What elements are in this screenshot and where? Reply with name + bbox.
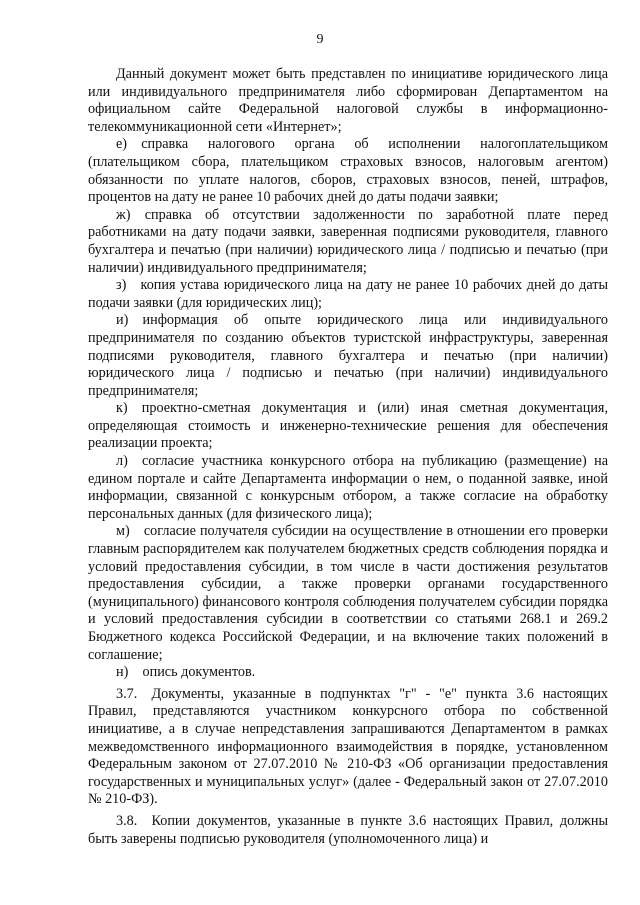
page-number: 9: [316, 32, 324, 47]
clause-3-7: 3.7. Документы, указанные в подпунктах "г" - "е" пункта 3.6 настоящих Правил, представляются участником конкурсного отбора по собственной инициативе, а в случае непредставления запрашиваются Департаментом в рамках межведомственного информационного взаимодействия в порядке, установленном Федеральным законом от 27.07.2010 № 210-ФЗ «Об организации предоставления государственных и муниципальных услуг» (далее - Федеральный закон от 27.07.2010 № 210-ФЗ).: [88, 685, 608, 808]
list-item-i: и) информация об опыте юридического лица или индивидуального предпринимателя по созданию объектов туристской инфраструктуры, заверенная подписями руководителя, главного бухгалтера и печатью (при наличии) юридического лица / подписью и печатью (при наличии) индивидуального предпринимателя;: [88, 312, 608, 399]
list-item-l: л) согласие участника конкурсного отбора на публикацию (размещение) на едином портале и сайте Департамента информации о нем, о поданной заявке, иной информации, связанной с конкурсным отбором, а также согласие на обработку персональных данных (для физического лица);: [88, 453, 608, 522]
list-item-n: н) опись документов.: [116, 664, 256, 681]
list-item-k: к) проектно-сметная документация и (или) иная сметная документация, определяющая стоимость и инженерно-технические решения для обеспечения реализации проекта;: [88, 400, 608, 452]
document-body: [88, 66, 608, 848]
paragraph-intro: Данный документ может быть представлен по инициативе юридического лица или индивидуального предпринимателя либо сформирован Департаментом на официальном сайте Федеральной налоговой службы в информационно-телекоммуникационной сети «Интернет»;: [88, 66, 608, 135]
list-item-zh: ж) справка об отсутствии задолженности по заработной плате перед работниками на дату подачи заявки, заверенная подписями руководителя, главного бухгалтера и печатью (при наличии) юридического лица / подписью и печатью (при наличии) индивидуального предпринимателя;: [88, 206, 608, 276]
list-item-z: з) копия устава юридического лица на дату не ранее 10 рабочих дней до даты подачи заявки (для юридических лиц);: [88, 277, 608, 311]
clause-3-8: 3.8. Копии документов, указанные в пункте 3.6 настоящих Правил, должны быть заверены подписью руководителя (уполномоченного лица) и: [88, 812, 608, 847]
list-item-m: м) согласие получателя субсидии на осуществление в отношении его проверки главным распорядителем как получателем бюджетных средств соблюдения порядка и условий предоставления субсидии, в том числе в части достижения результатов предоставления субсидии, а также проверки органами государственного (муниципального) финансового контроля соблюдения получателем субсидии порядка и условий предоставления субсидии в соответствии со статьями 268.1 и 269.2 Бюджетного кодекса Российской Федерации, и на включение таких положений в соглашение;: [88, 523, 608, 663]
list-item-e: е) справка налогового органа об исполнении налогоплательщиком (плательщиком сбора, плательщиком страховых взносов, налоговым агентом) обязанности по уплате налогов, сборов, страховых взносов, пеней, штрафов, процентов на дату не ранее 10 рабочих дней до даты подачи заявки;: [88, 136, 608, 206]
